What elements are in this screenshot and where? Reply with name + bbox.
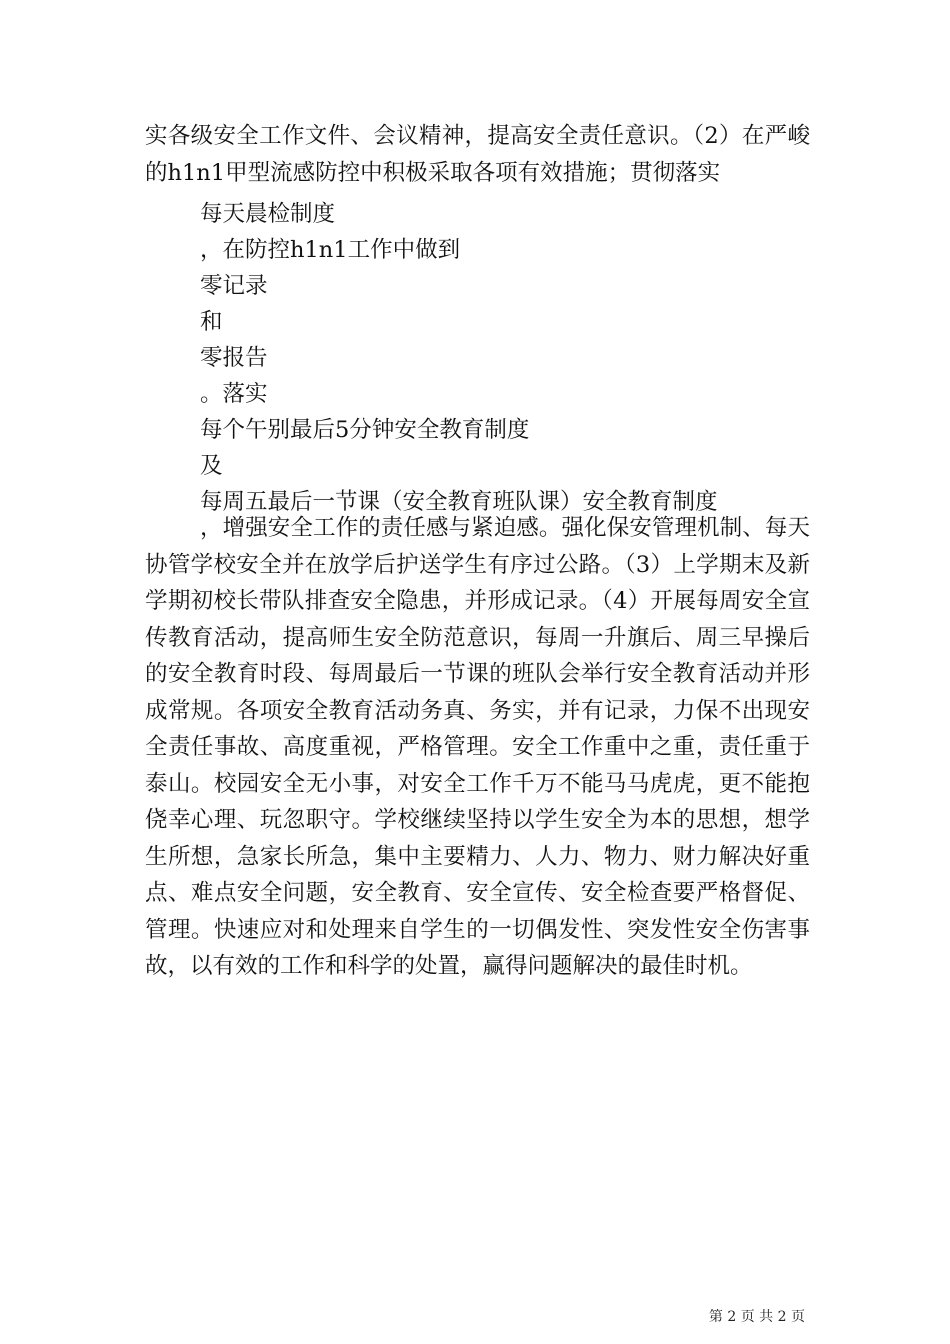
text-line-h1n1-prevention: ，在防控h1n1工作中做到: [200, 237, 461, 263]
text-line-five-minute-education: 每个午别最后5分钟安全教育制度: [200, 417, 530, 443]
text-line-and-2: 及: [200, 453, 223, 479]
intro-paragraph: 实各级安全工作文件、会议精神，提高安全责任意识。（2）在严峻的h1n1甲型流感防控中积极采取各项有效措施；贯彻落实: [145, 123, 810, 186]
text-line-zero-record: 零记录: [200, 273, 268, 299]
text-line-morning-check: 每天晨检制度: [200, 201, 336, 227]
main-paragraph: ，增强安全工作的责任感与紧迫感。强化保安管理机制、每天协管学校安全并在放学后护送学生有序过公路。（3）上学期末及新学期初校长带队排查安全隐患，并形成记录。（4）开展每周安全宣传教育活动，提高师生安全防范意识，每周一升旗后、周三早操后的安全教育时段、每周最后一节课的班队会举行安全教育活动并形成常规。各项安全教育活动务真、务实，并有记录，力保不出现安全责任事故、高度重视，严格管理。安全工作重中之重，责任重于泰山。校园安全无小事，对安全工作千万不能马马虎虎，更不能抱侥幸心理、玩忽职守。学校继续坚持以学生安全为本的思想，想学生所想，急家长所急，集中主要精力、人力、物力、财力解决好重点、难点安全问题，安全教育、安全宣传、安全检查要严格督促、管理。快速应对和处理来自学生的一切偶发性、突发性安全伤害事故，以有效的工作和科学的处置，赢得问题解决的最佳时机。: [145, 515, 810, 979]
text-line-zero-report: 零报告: [200, 345, 268, 371]
text-line-friday-class: 每周五最后一节课（安全教育班队课）安全教育制度: [200, 489, 718, 515]
page-number: 第 2 页 共 2 页: [708, 1309, 805, 1325]
text-line-and: 和: [200, 309, 223, 335]
text-line-implement: 。落实: [200, 381, 268, 407]
